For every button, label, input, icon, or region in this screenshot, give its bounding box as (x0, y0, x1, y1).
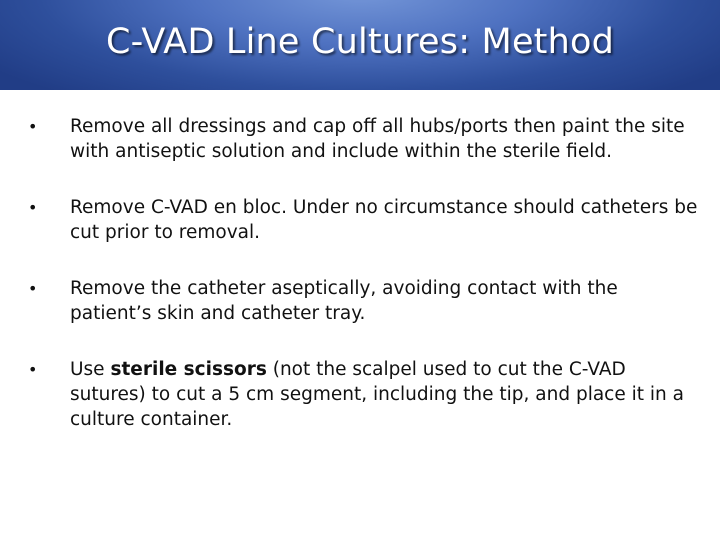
bullet-icon: • (28, 360, 38, 379)
bullet-item-remove-catheter (28, 276, 700, 326)
bullet-text: Remove all dressings and cap off all hubs/ports then paint the site with antiseptic solution and include within the sterile field. (70, 116, 685, 162)
bold-text: sterile scissors (110, 359, 267, 380)
bullet-icon: • (28, 117, 38, 136)
bullet-text: Remove the catheter aseptically, avoiding contact with the patient’s skin and catheter tray. (70, 278, 618, 324)
bullet-item-use-scissors (28, 357, 700, 432)
title-bar (0, 0, 720, 90)
slide-title: C-VAD Line Cultures: Method (105, 22, 615, 62)
bullet-text (70, 359, 684, 430)
bullet-text-suffix: (not the scalpel used to cut the C-VAD sutures) to cut a 5 cm segment, including the tip, and place it in a culture container. (70, 359, 684, 430)
bullet-item-remove-dressings (28, 114, 700, 164)
bullet-icon: • (28, 279, 38, 298)
bullet-text: Remove C-VAD en bloc. Under no circumstance should catheters be cut prior to removal. (70, 197, 698, 243)
bullet-text-prefix: Use (70, 359, 111, 380)
bullet-item-remove-cvad (28, 195, 700, 245)
bullet-list (28, 114, 700, 463)
bullet-icon: • (28, 198, 38, 217)
